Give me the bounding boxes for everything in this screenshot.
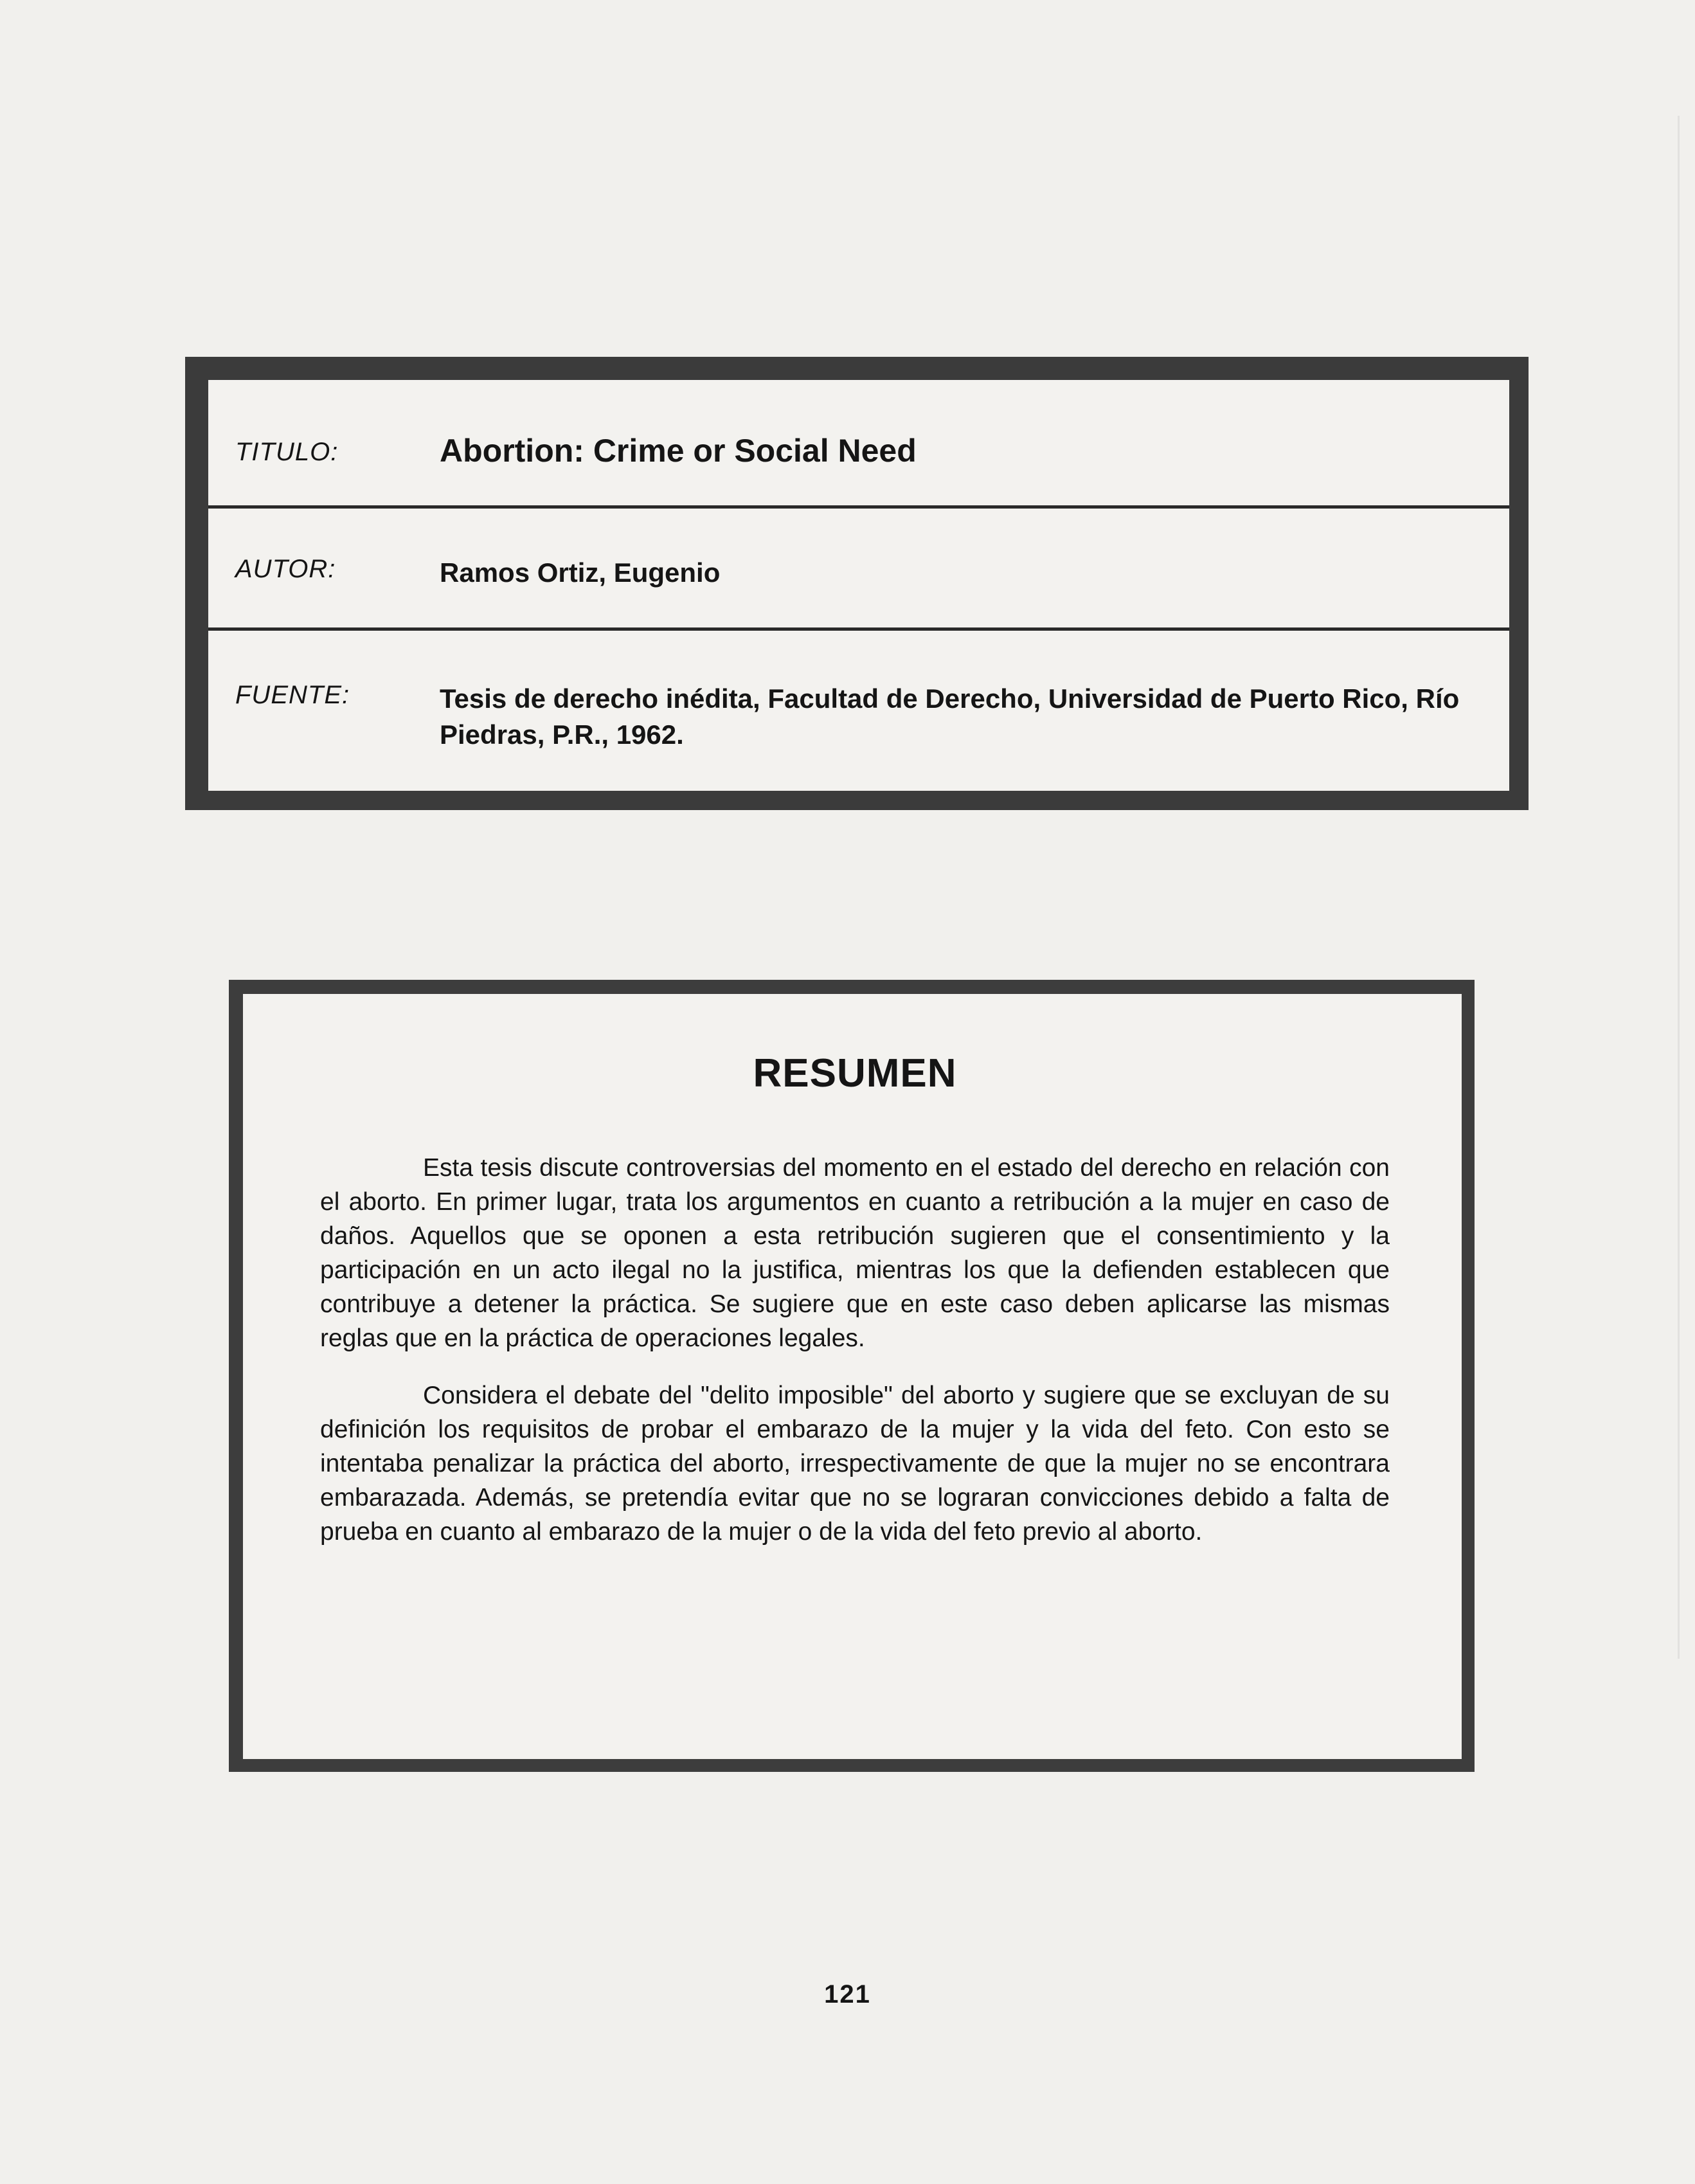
source-row xyxy=(208,631,1509,791)
source-value: Tesis de derecho inédita, Facultad de Derecho, Universidad de Puerto Rico, Río Piedras, P.R., 1962. xyxy=(440,683,1460,750)
title-row xyxy=(208,380,1509,509)
resumen-box xyxy=(229,980,1475,1772)
resumen-box-inner xyxy=(243,994,1462,1759)
scan-edge-shadow xyxy=(1678,116,1680,1659)
title-label: TITULO: xyxy=(235,438,339,466)
page-number: 121 xyxy=(824,1980,871,2008)
author-label: AUTOR: xyxy=(235,555,336,583)
resumen-paragraph-1: Esta tesis discute controversias del momento en el estado del derecho en relación con el aborto. En primer lugar, trata los argumentos en cuanto a retribución a la mujer en caso de daños. Aquellos que se oponen a esta retribución sugieren que el consentimiento y la participación en un acto ilegal no la justifica, mientras los que la defienden establecen que contribuye a detener la práctica. Se sugiere que en este caso deben aplicarse las mismas reglas que en la práctica de operaciones legales. xyxy=(320,1154,1390,1352)
bibliographic-card xyxy=(185,357,1529,810)
author-value: Ramos Ortiz, Eugenio xyxy=(440,557,721,588)
source-label: FUENTE: xyxy=(235,681,350,709)
resumen-heading: RESUMEN xyxy=(753,1051,957,1096)
bibliographic-card-inner xyxy=(208,380,1509,791)
author-row xyxy=(208,509,1509,631)
resumen-paragraph-2: Considera el debate del "delito imposible" del aborto y sugiere que se excluyan de su definición los requisitos de probar el embarazo de la mujer y la vida del feto. Con esto se intentaba penalizar la práctica del aborto, irrespectivamente de que la mujer no se encontrara embarazada. Además, se pretendía evitar que no se lograran convicciones debido a falta de prueba en cuanto al embarazo de la mujer o de la vida del feto previo al aborto. xyxy=(320,1382,1390,1546)
title-value: Abortion: Crime or Social Need xyxy=(440,433,917,469)
